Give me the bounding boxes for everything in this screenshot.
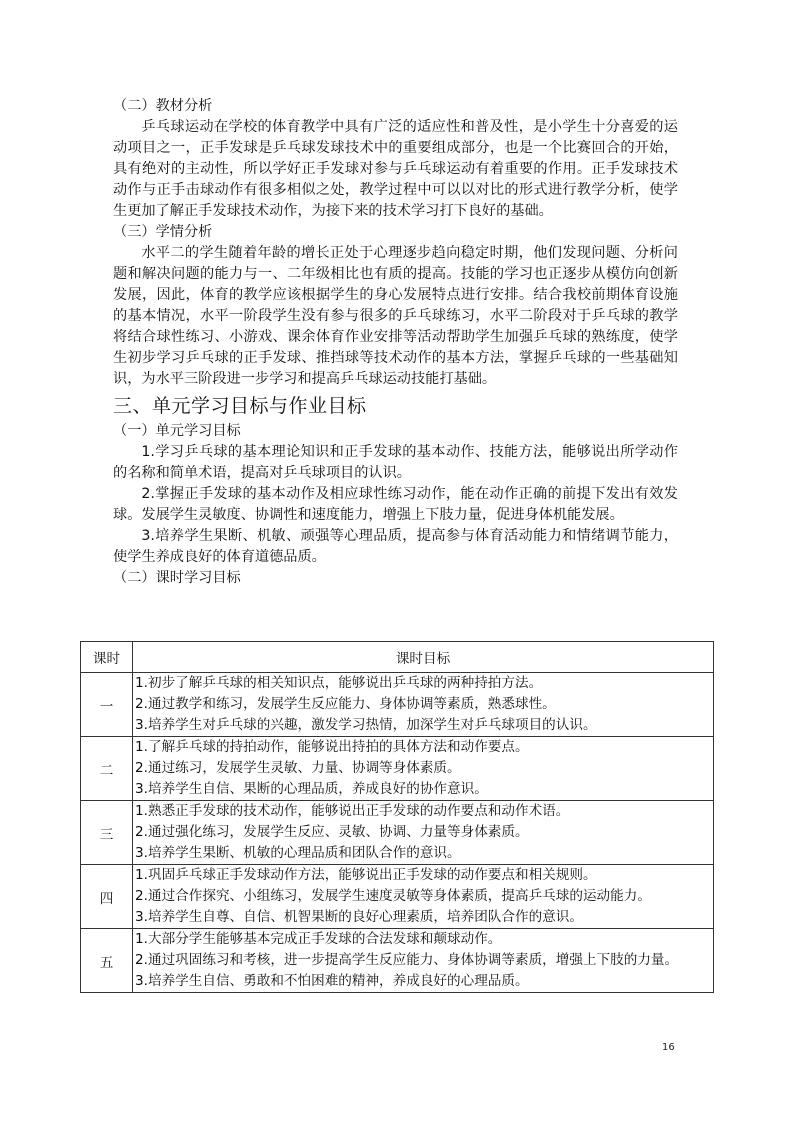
table-row	[81, 929, 714, 993]
table-row	[81, 673, 714, 737]
body-text	[113, 96, 678, 589]
goal-item: 2.通过练习，发展学生灵敏、力量、协调等身体素质。	[135, 760, 461, 776]
goal-item: 3.培养学生自信、果断的心理品质，养成良好的协作意识。	[135, 781, 488, 797]
goal-item: 2.通过教学和练习，发展学生反应能力、身体协调等素质，熟悉球性。	[135, 696, 556, 712]
lesson-number: 三	[81, 801, 133, 865]
lesson-number: 五	[81, 929, 133, 993]
table-row	[81, 737, 714, 801]
lesson-goals-table	[80, 641, 714, 993]
lesson-goals	[133, 801, 714, 865]
section-three-heading: 三、单元学习目标与作业目标	[113, 395, 367, 417]
goal-item: 1.熟悉正手发球的技术动作，能够说出正手发球的动作要点和动作术语。	[135, 803, 570, 819]
goal-item: 1.巩固乒乓球正手发球动作方法，能够说出正手发球的动作要点和相关规则。	[135, 867, 597, 883]
lesson-goals-heading: （二）课时学习目标	[113, 570, 241, 586]
goal-item: 3.培养学生果断、机敏的心理品质和团队合作的意识。	[135, 845, 461, 861]
goal-item: 2.通过强化练习，发展学生反应、灵敏、协调、力量等身体素质。	[135, 824, 529, 840]
lesson-goals	[133, 865, 714, 929]
goal-item: 1.初步了解乒乓球的相关知识点，能够说出乒乓球的两种持拍方法。	[135, 675, 543, 691]
student-analysis-heading: （三）学情分析	[113, 224, 213, 240]
lesson-goals	[133, 737, 714, 801]
page-number: 16	[662, 1042, 675, 1053]
lesson-number: 二	[81, 737, 133, 801]
table-header-row	[81, 642, 714, 673]
goal-item: 2.通过巩固练习和考核，进一步提高学生反应能力、身体协调等素质，增强上下肢的力量。	[135, 952, 679, 968]
unit-goal-3: 3.培养学生果断、机敏、顽强等心理品质，提高参与体育活动能力和情绪调节能力，使学生养成良好的体育道德品质。	[113, 528, 678, 565]
unit-goals-heading: （一）单元学习目标	[113, 423, 241, 439]
goal-item: 3.培养学生对乒乓球的兴趣，激发学习热情，加深学生对乒乓球项目的认识。	[135, 717, 597, 733]
material-analysis-heading: （二）教材分析	[113, 98, 213, 114]
header-lesson: 课时	[81, 642, 133, 673]
goal-item: 3.培养学生自信、勇敢和不怕困难的精神，养成良好的心理品质。	[135, 973, 529, 989]
goal-item: 1.了解乒乓球的持拍动作，能够说出持拍的具体方法和动作要点。	[135, 739, 529, 755]
lesson-goals	[133, 673, 714, 737]
lesson-number: 四	[81, 865, 133, 929]
table-row	[81, 801, 714, 865]
lesson-goals	[133, 929, 714, 993]
header-goals: 课时目标	[133, 642, 714, 673]
goal-item: 2.通过合作探究、小组练习，发展学生速度灵敏等身体素质，提高乒乓球的运动能力。	[135, 888, 651, 904]
table-row	[81, 865, 714, 929]
goal-item: 1.大部分学生能够基本完成正手发球的合法发球和颠球动作。	[135, 931, 502, 947]
unit-goal-2: 2.掌握正手发球的基本动作及相应球性练习动作，能在动作正确的前提下发出有效发球。发展学生灵敏度、协调性和速度能力，增强上下肢力量，促进身体机能发展。	[113, 486, 678, 523]
unit-goal-1: 1.学习乒乓球的基本理论知识和正手发球的基本动作、技能方法，能够说出所学动作的名称和简单术语，提高对乒乓球项目的认识。	[113, 444, 678, 481]
lesson-number: 一	[81, 673, 133, 737]
goal-item: 3.培养学生自尊、自信、机智果断的良好心理素质，培养团队合作的意识。	[135, 909, 583, 925]
student-analysis-paragraph: 水平二的学生随着年龄的增长正处于心理逐步趋向稳定时期，他们发现问题、分析问题和解决问题的能力与一、二年级相比也有质的提高。技能的学习也正逐步从模仿向创新发展，因此，体育的教学应该根据学生的身心发展特点进行安排。结合我校前期体育设施的基本情况，水平一阶段学生没有参与很多的乒乓球练习，水平二阶段对于乒乓球的教学将结合球性练习、小游戏、课余体育作业安排等活动帮助学生加强乒乓球的熟练度，使学生初步学习乒乓球的正手发球、推挡球等技术动作的基本方法，掌握乒乓球的一些基础知识，为水平三阶段进一步学习和提高乒乓球运动技能打基础。	[113, 245, 678, 387]
material-analysis-paragraph: 乒乓球运动在学校的体育教学中具有广泛的适应性和普及性，是小学生十分喜爱的运动项目之一，正手发球是乒乓球发球技术中的重要组成部分，也是一个比赛回合的开始，具有绝对的主动性，所以学好正手发球对参与乒乓球运动有着重要的作用。正手发球技术动作与正手击球动作有很多相似之处，教学过程中可以以对比的形式进行教学分析，使学生更加了解正手发球技术动作，为接下来的技术学习打下良好的基础。	[113, 119, 678, 219]
